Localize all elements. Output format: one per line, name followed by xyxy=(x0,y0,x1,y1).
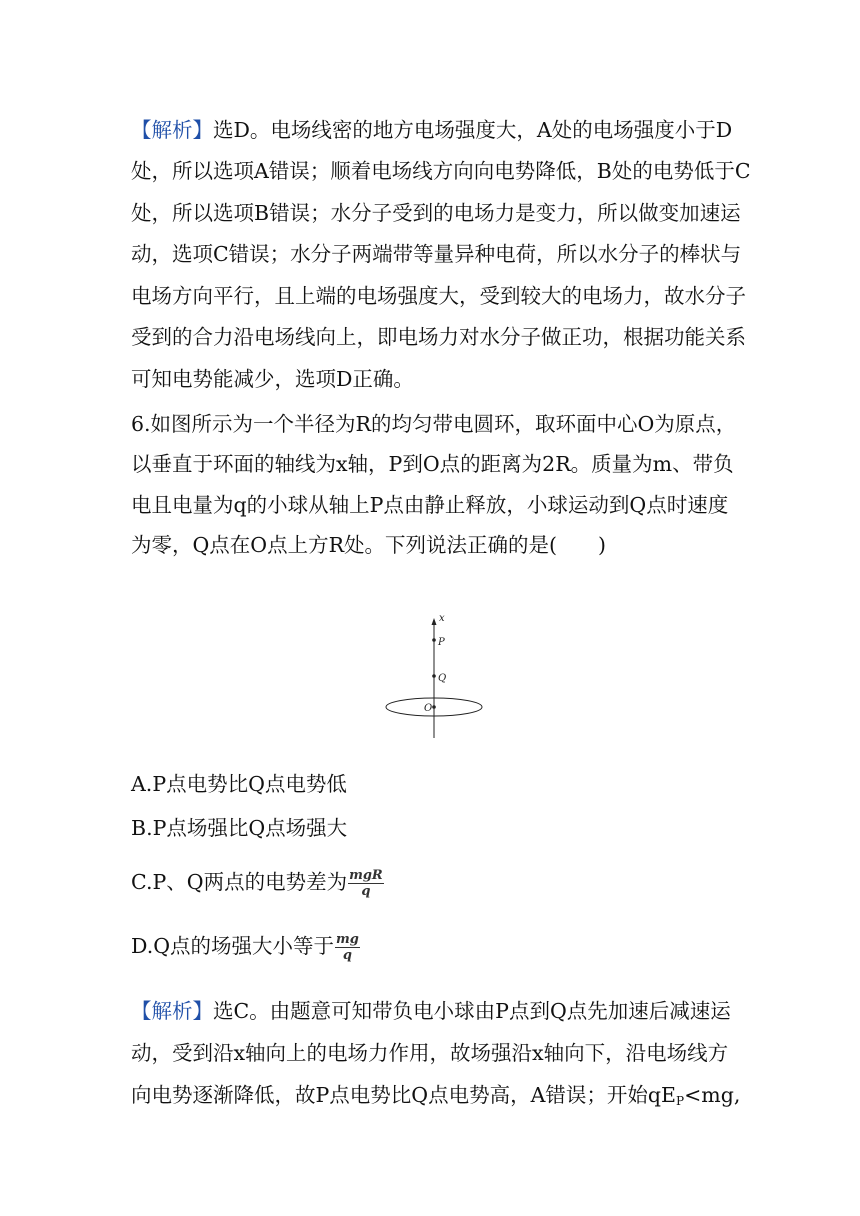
option-d-text: D.Q点的场强大小等于 xyxy=(131,934,335,958)
option-b: B.P点场强比Q点场强大 xyxy=(131,816,348,840)
analysis2-line-3a: 向电势逐渐降低，故P点电势比Q点电势高，A错误；开始qE xyxy=(131,1083,676,1107)
point-o-label: O xyxy=(424,703,433,714)
point-p xyxy=(432,638,436,642)
question-line-4: 为零，Q点在O点上方R处。下列说法正确的是( ) xyxy=(131,533,607,557)
option-c-denominator: q xyxy=(361,884,371,899)
analysis2-line-3 xyxy=(131,1082,740,1114)
analysis-line-7: 可知电势能减少，选项D正确。 xyxy=(131,367,414,391)
analysis-tag: 【解析】 xyxy=(131,118,213,142)
question-line-2: 以垂直于环面的轴线为x轴，P到O点的距离为2R。质量为m、带负 xyxy=(131,452,734,476)
analysis-line-6: 受到的合力沿电场线向上，即电场力对水分子做正功，根据功能关系 xyxy=(131,325,746,349)
analysis-line-3: 处，所以选项B错误；水分子受到的电场力是变力，所以做变加速运 xyxy=(131,201,741,225)
question-line-1: 6.如图所示为一个半径为R的均匀带电圆环，取环面中心O为原点， xyxy=(131,412,737,436)
analysis2-line-2: 动，受到沿x轴向上的电场力作用，故场强沿x轴向下，沿电场线方 xyxy=(131,1041,729,1065)
analysis-line-5: 电场方向平行，且上端的电场强度大，受到较大的电场力，故水分子 xyxy=(131,284,746,308)
point-o xyxy=(432,705,436,709)
analysis2-line-3b: <mg, xyxy=(684,1083,741,1107)
analysis2-line-1 xyxy=(131,998,731,1024)
option-d-fraction xyxy=(335,932,360,963)
analysis2-subscript: P xyxy=(676,1094,685,1108)
x-axis-arrow xyxy=(432,618,437,625)
x-axis-label: x xyxy=(439,613,445,624)
point-q-label: Q xyxy=(438,673,447,684)
analysis2-tag: 【解析】 xyxy=(131,999,213,1023)
point-p-label: P xyxy=(438,637,445,648)
option-c-numerator: mgR xyxy=(349,868,383,883)
ring-axis-figure xyxy=(380,610,490,740)
option-d xyxy=(131,932,360,963)
analysis2-text: 选C。由题意可知带负电小球由P点到Q点先加速后减速运 xyxy=(213,999,731,1023)
option-d-numerator: mg xyxy=(336,932,359,947)
option-d-denominator: q xyxy=(342,948,352,963)
option-c-text: C.P、Q两点的电势差为 xyxy=(131,870,348,894)
option-c xyxy=(131,868,384,899)
option-c-fraction xyxy=(348,868,384,899)
question-line-3: 电且电量为q的小球从轴上P点由静止释放，小球运动到Q点时速度 xyxy=(131,493,729,517)
point-q xyxy=(432,674,436,678)
analysis-text: 选D。电场线密的地方电场强度大，A处的电场强度小于D xyxy=(213,118,733,142)
analysis-line-1 xyxy=(131,117,732,143)
analysis-line-4: 动，选项C错误；水分子两端带等量异种电荷，所以水分子的棒状与 xyxy=(131,242,742,266)
option-a: A.P点电势比Q点电势低 xyxy=(131,772,347,796)
analysis-line-2: 处，所以选项A错误；顺着电场线方向向电势降低，B处的电势低于C xyxy=(131,159,751,183)
